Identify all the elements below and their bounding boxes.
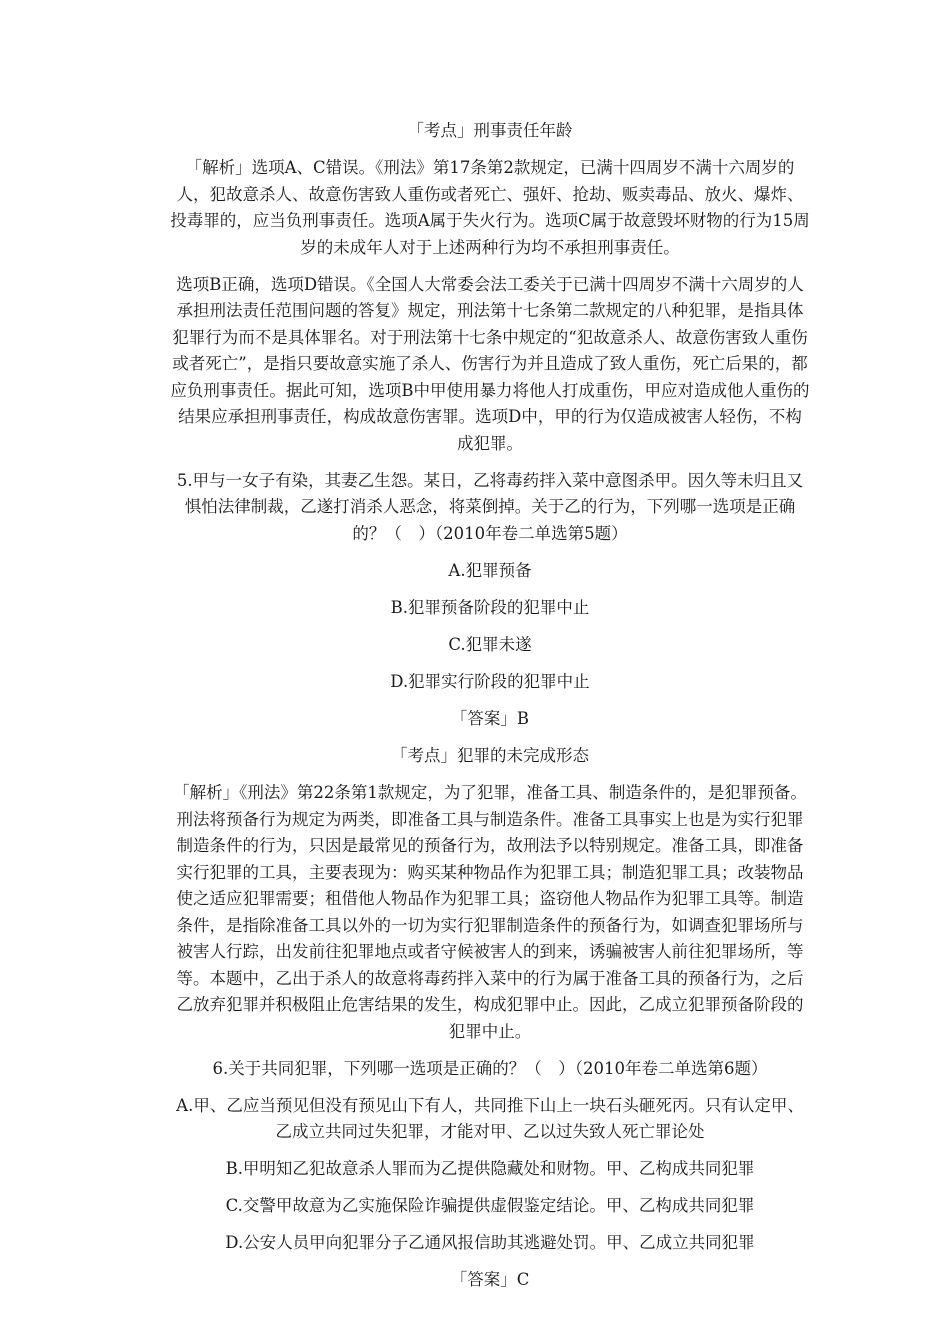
question-5-kaodian: 「考点」犯罪的未完成形态 xyxy=(391,746,589,765)
question-6-option-d: D.公安人员甲向犯罪分子乙通风报信助其逃避处罚。甲、乙成立共同犯罪 xyxy=(225,1233,755,1252)
question-5-stem: 5.甲与一女子有染，其妻乙生怨。某日，乙将毒药拌入菜中意图杀甲。因久等未归且又惧怕法律制裁，乙遂打消杀人恶念，将菜倒掉。关于乙的行为，下列哪一选项是正确的？（ ）（2010年卷二单选第5题） xyxy=(176,470,804,543)
question-6-option-a: A.甲、乙应当预见但没有预见山下有人，共同推下山上一块石头砸死丙。只有认定甲、乙成立共同过失犯罪，才能对甲、乙以过失致人死亡罪论处 xyxy=(176,1095,804,1141)
question-5-option-c: C.犯罪未遂 xyxy=(448,635,532,654)
question-5-jiexi: 「解析」《刑法》第22条第1款规定，为了犯罪，准备工具、制造条件的，是犯罪预备。刑法将预备行为规定为两类，即准备工具与制造条件。准备工具事实上也是为实行犯罪制造条件的行为，只因是最常见的预备行为，故刑法予以特别规定。准备工具，即准备实行犯罪的工具，主要表现为：购买某种物品作为犯罪工具；制造犯罪工具；改装物品使之适应犯罪需要；租借他人物品作为犯罪工具；盗窃他人物品作为犯罪工具等。制造条件，是指除准备工具以外的一切为实行犯罪制造条件的预备行为，如调查犯罪场所与被害人行踪，出发前往犯罪地点或者守候被害人的到来，诱骗被害人前往犯罪场所，等等。本题中，乙出于杀人的故意将毒药拌入菜中的行为属于准备工具的预备行为，之后乙放弃犯罪并积极阻止危害结果的发生，构成犯罪中止。因此，乙成立犯罪预备阶段的犯罪中止。 xyxy=(173,783,807,1041)
question-6-stem: 6.关于共同犯罪，下列哪一选项是正确的？（ ）（2010年卷二单选第6题） xyxy=(212,1058,768,1078)
document-page xyxy=(170,118,810,1304)
jiexi-paragraph-continued: 选项B正确，选项D错误。《全国人大常委会法工委关于已满十四周岁不满十六周岁的人承担刑法责任范围问题的答复》规定，刑法第十七条第二款规定的八种犯罪，是指具体犯罪行为而不是具体罪名。对于刑法第十七条中规定的“犯故意杀人、故意伤害致人重伤或者死亡”，是指只要故意实施了杀人、伤害行为并且造成了致人重伤，死亡后果的，都应负刑事责任。据此可知，选项B中甲使用暴力将他人打成重伤，甲应对造成他人重伤的结果应承担刑事责任，构成故意伤害罪。选项D中，甲的行为仅造成被害人轻伤，不构成犯罪。 xyxy=(170,274,810,453)
question-5-option-d: D.犯罪实行阶段的犯罪中止 xyxy=(390,672,590,691)
question-6-option-c: C.交警甲故意为乙实施保险诈骗提供虚假鉴定结论。甲、乙构成共同犯罪 xyxy=(225,1196,755,1215)
question-5-answer: 「答案」B xyxy=(450,709,530,728)
question-5-option-b: B.犯罪预备阶段的犯罪中止 xyxy=(390,598,590,617)
question-5-option-a: A.犯罪预备 xyxy=(448,561,532,580)
jiexi-paragraph: 「解析」选项A、C错误。《刑法》第17条第2款规定，已满十四周岁不满十六周岁的人，犯故意杀人、故意伤害致人重伤或者死亡、强奸、抢劫、贩卖毒品、放火、爆炸、投毒罪的，应当负刑事责任。选项A属于失火行为。选项C属于故意毁坏财物的行为15周岁的未成年人对于上述两种行为均不承担刑事责任。 xyxy=(170,158,810,257)
question-6-answer: 「答案」C xyxy=(450,1270,530,1289)
kaodian-heading: 「考点」刑事责任年龄 xyxy=(407,121,573,140)
question-6-option-b: B.甲明知乙犯故意杀人罪而为乙提供隐藏处和财物。甲、乙构成共同犯罪 xyxy=(225,1159,755,1178)
